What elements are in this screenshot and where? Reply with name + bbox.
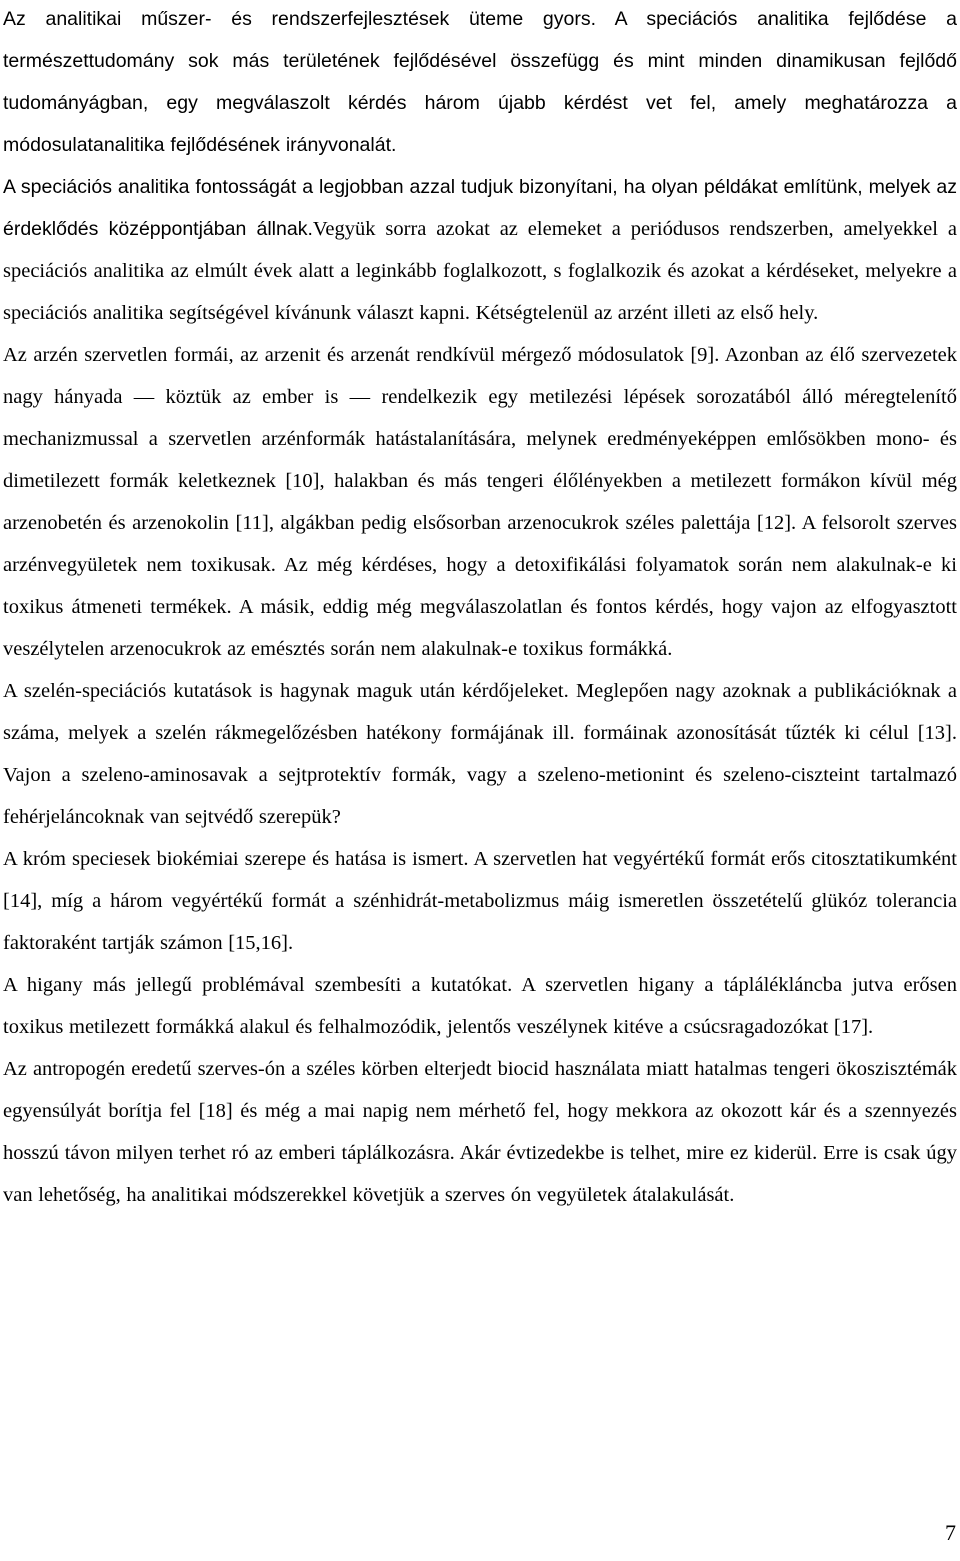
paragraph-text: A higany más jellegű problémával szembesíti a kutatókat. A szervetlen higany a táplálékláncba jutva erősen toxikus metilezett formákká alakul és felhalmozódik, jelentős veszélynek kitéve a csúcsragadozókat [17]. (3, 974, 957, 1038)
paragraph-analytical-development (3, 0, 957, 166)
paragraph-selenium (3, 670, 957, 838)
paragraph-text: Az arzén szervetlen formái, az arzenit és arzenát rendkívül mérgező módosulatok [9]. Azonban az élő szervezetek nagy hányada ― köztük az ember is ― rendelkezik egy metilezési lépések sorozatából álló méregtelenítő mechanizmussal a szervetlen arzénformák hatástalanítására, melynek eredményeképpen emlősökben mono- és dimetilezett formák keletkeznek [10], halakban és más tengeri élőlényekben a metilezett formákon kívül még arzenobetén és arzenokolin [11], algákban pedig elsősorban arzenocukrok széles palettája [12]. A felsorolt szerves arzénvegyületek nem toxikusak. Az még kérdéses, hogy a detoxifikálási folyamatok során nem alakulnak-e ki toxikus átmeneti termékek. A másik, eddig még megválaszolatlan és fontos kérdés, hogy vajon az elfogyasztott veszélytelen arzenocukrok az emésztés során nem alakulnak-e toxikus formákká. (3, 344, 957, 660)
page-number: 7 (945, 1520, 956, 1545)
paragraph-arsenic (3, 334, 957, 670)
paragraph-text: A speciációs analitika fontosságát a legjobban azzal tudjuk bizonyítani, ha olyan példákat említünk, melyek az érdeklődés középpontjában állnak. (3, 176, 957, 240)
page-body (3, 0, 957, 1216)
paragraph-text: A szelén-speciációs kutatások is hagynak maguk után kérdőjeleket. Meglepően nagy azoknak a publikációknak a száma, melyek a szelén rákmegelőzésben hatékony formájának ill. formáinak azonosítását tűzték ki célul [13]. Vajon a szeleno-aminosavak a sejtprotektív formák, vagy a szeleno-metionint és szeleno-ciszteint tartalmazó fehérjeláncoknak van sejtvédő szerepük? (3, 680, 957, 828)
paragraph-speciation-importance (3, 166, 957, 334)
paragraph-mercury (3, 964, 957, 1048)
paragraph-text-continued: Vegyük sorra azokat az elemeket a periódusos rendszerben, amelyekkel a speciációs analitika az elmúlt évek alatt a leginkább foglalkozott, s foglalkozik és azokat a kérdéseket, melyekre a speciációs analitika segítségével kívánunk választ kapni. Kétségtelenül az arzént illeti az első hely. (3, 218, 957, 324)
paragraph-chromium (3, 838, 957, 964)
paragraph-text: Az antropogén eredetű szerves-ón a széles körben elterjedt biocid használata miatt hatalmas tengeri ökoszisztémák egyensúlyát borítja fel [18] és még a mai napig nem mérhető fel, hogy mekkora az okozott kár és a szennyezés hosszú távon milyen terhet ró az emberi táplálkozásra. Akár évtizedekbe is telhet, mire ez kiderül. Erre is csak úgy van lehetőség, ha analitikai módszerekkel követjük a szerves ón vegyületek átalakulását. (3, 1058, 957, 1206)
paragraph-text: A króm speciesek biokémiai szerepe és hatása is ismert. A szervetlen hat vegyértékű formát erős citosztatikumként [14], míg a három vegyértékű formát a szénhidrát-metabolizmus máig ismeretlen összetételű glükóz tolerancia faktoraként tartják számon [15,16]. (3, 848, 957, 954)
paragraph-text: Az analitikai műszer- és rendszerfejlesztések üteme gyors. A speciációs analitika fejlődése a természettudomány sok más területének fejlődésével összefügg és mint minden dinamikusan fejlődő tudományágban, egy megválaszolt kérdés három újabb kérdést vet fel, amely meghatározza a módosulatanalitika fejlődésének irányvonalát. (3, 8, 957, 156)
paragraph-organotin (3, 1048, 957, 1216)
